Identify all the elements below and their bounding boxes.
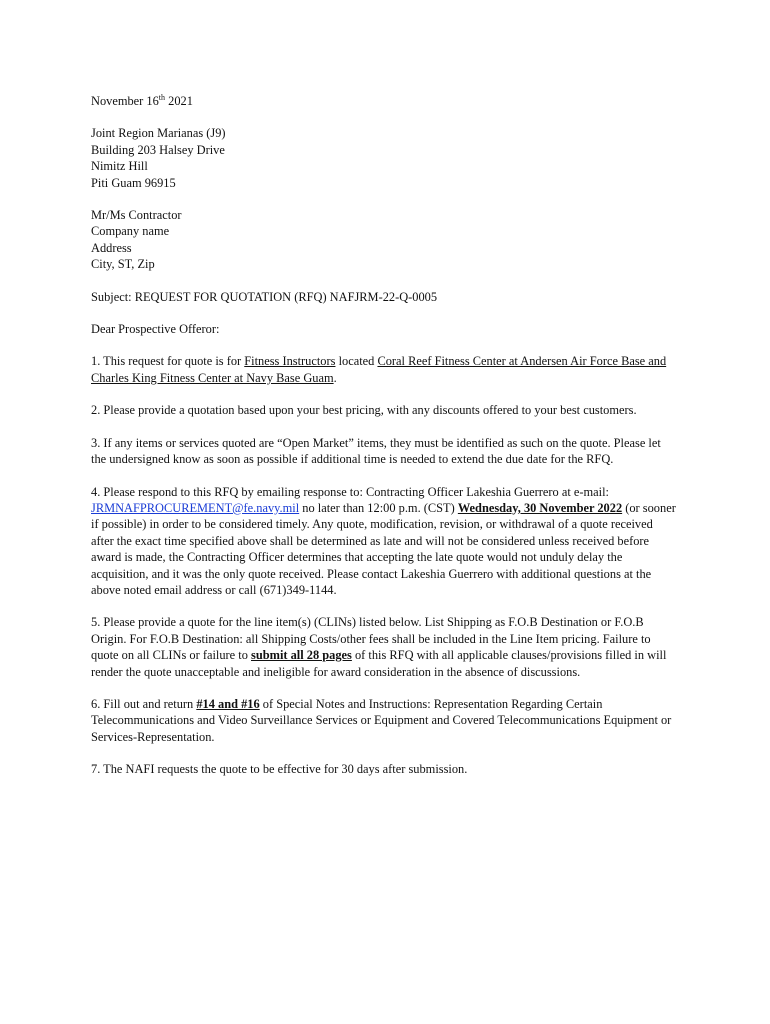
due-date: Wednesday, 30 November 2022	[457, 500, 623, 515]
paragraph-5: 5. Please provide a quote for the line item(s) (CLINs) listed below. List Shipping as F.O.B Destination or F.O.B Origin. For F.O.B Destination: all Shipping Costs/other fees shall be included in the Line Item pricing. Failure to quote on all CLINs or failure to submit all 28 pages of this RFQ with all applicable clauses/provisions filled in will render the quote unacceptable and ineligible for award consideration in the absence of discussions.	[91, 615, 667, 679]
sender-line: Joint Region Marianas (J9)	[91, 126, 226, 141]
sender-line: Nimitz Hill	[91, 159, 148, 174]
letter-body	[91, 93, 676, 794]
recipient-line: Company name	[91, 224, 170, 239]
letter-date: November 16th 2021	[91, 92, 193, 108]
work-location: Coral Reef Fitness Center at Andersen Air Force Base and Charles King Fitness Center at Navy Base Guam	[91, 354, 667, 385]
paragraph-1: 1. This request for quote is for Fitness Instructors located Coral Reef Fitness Center at Andersen Air Force Base and Charles King Fitness Center at Navy Base Guam.	[91, 354, 667, 385]
recipient-address	[91, 207, 676, 273]
email-link[interactable]: JRMNAFPROCUREMENT@fe.navy.mil	[91, 500, 300, 515]
salutation: Dear Prospective Offeror:	[91, 322, 220, 337]
paragraph-4: 4. Please respond to this RFQ by emailing response to: Contracting Officer Lakeshia Guerrero at e-mail: JRMNAFPROCUREMENT@fe.navy.mil no later than 12:00 p.m. (CST) Wednesday, 30 November 2022 (or sooner if possible) in order to be considered timely. Any quote, modification, revision, or withdrawal of a quote received after the exact time specified above shall be determined as late and will not be considered unless received before award is made, the Contracting Officer determines that accepting the late quote would not unduly delay the acquisition, and it was the only quote received. Please contact Lakeshia Guerrero with additional questions at the above noted email address or call (671)349-1144.	[91, 484, 676, 597]
paragraph-2: 2. Please provide a quotation based upon your best pricing, with any discounts offered to your best customers.	[91, 403, 637, 418]
paragraph-7: 7. The NAFI requests the quote to be effective for 30 days after submission.	[91, 762, 468, 777]
sender-line: Building 203 Halsey Drive	[91, 142, 225, 157]
paragraph-6: 6. Fill out and return #14 and #16 of Special Notes and Instructions: Representation Regarding Certain Telecommunications and Video Surveillance Services or Equipment and Covered Telecommunications Equipment or Services-Representation.	[91, 696, 672, 744]
recipient-line: Mr/Ms Contractor	[91, 208, 182, 223]
required-items: #14 and #16	[196, 696, 260, 711]
sender-address	[91, 125, 676, 191]
subject-line: Subject: REQUEST FOR QUOTATION (RFQ) NAFJRM-22-Q-0005	[91, 289, 438, 304]
recipient-line: City, ST, Zip	[91, 257, 155, 272]
recipient-line: Address	[91, 240, 132, 255]
sender-line: Piti Guam 96915	[91, 175, 176, 190]
page-requirement: submit all 28 pages	[251, 648, 352, 663]
paragraph-3: 3. If any items or services quoted are “Open Market” items, they must be identified as such on the quote. Please let the undersigned know as soon as possible if additional time is needed to extend the due date for the RFQ.	[91, 435, 661, 467]
position-title: Fitness Instructors	[244, 354, 336, 369]
